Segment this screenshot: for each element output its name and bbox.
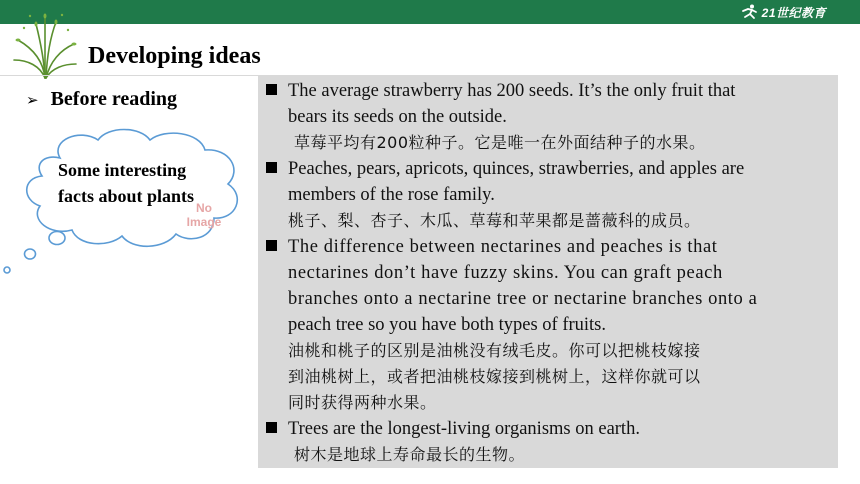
fact-zh-line: 草莓平均有200粒种子。它是唯一在外面结种子的水果。 [294, 133, 706, 152]
fact-zh-line: 到油桃树上，或者把油桃枝嫁接到桃树上，这样你就可以 [288, 367, 701, 386]
fact-zh-line: 油桃和桃子的区别是油桃没有绒毛皮。你可以把桃枝嫁接 [288, 341, 701, 360]
fact-en-line: branches onto a nectarine tree or nectarine branches onto a [288, 289, 758, 309]
section-label: Before reading [50, 88, 178, 110]
fact-item [266, 156, 830, 234]
fact-item [266, 78, 830, 156]
fact-en-line: The difference between nectarines and peaches is that [288, 237, 718, 257]
square-bullet-icon [266, 78, 288, 156]
fact-item [266, 416, 830, 468]
brand-name: 21世纪教育 [761, 5, 826, 20]
image-placeholder [182, 201, 226, 229]
fact-zh-line: 桃子、梨、杏子、木瓜、草莓和苹果都是蔷薇科的成员。 [288, 211, 701, 230]
fact-en-line: peach tree so you have both types of fruits. [288, 315, 607, 335]
fact-en-line: bears its seeds on the outside. [288, 107, 507, 127]
page-title: Developing ideas [88, 43, 261, 69]
square-bullet-icon [266, 234, 288, 416]
top-banner [0, 0, 860, 24]
fact-en-line: nectarines don’t have fuzzy skins. You can graft peach [288, 263, 723, 283]
divider [0, 75, 260, 76]
fact-en-line: members of the rose family. [288, 185, 495, 205]
fact-zh-line: 同时获得两种水果。 [288, 393, 437, 412]
placeholder-line-1: No [196, 201, 212, 215]
placeholder-line-2: Image [186, 215, 222, 229]
square-bullet-icon [266, 416, 288, 468]
fact-en-line: Peaches, pears, apricots, quinces, strawberries, and apples are [288, 159, 745, 179]
bubble-line-1: Some interesting [58, 160, 187, 180]
square-bullet-icon [266, 156, 288, 234]
fact-zh-line: 树木是地球上寿命最长的生物。 [294, 445, 526, 464]
grass-plant-icon [10, 10, 80, 80]
arrow-bullet-icon: ➢ [26, 90, 39, 109]
brand-logo [740, 3, 826, 21]
facts-panel [258, 75, 838, 468]
section-heading [26, 88, 177, 111]
fact-en-line: The average strawberry has 200 seeds. It’s the only fruit that [288, 81, 736, 101]
fact-item [266, 234, 830, 416]
fact-en-line: Trees are the longest-living organisms on earth. [288, 419, 640, 439]
bubble-line-2: facts about plants [58, 186, 195, 206]
running-figure-icon [740, 4, 758, 20]
